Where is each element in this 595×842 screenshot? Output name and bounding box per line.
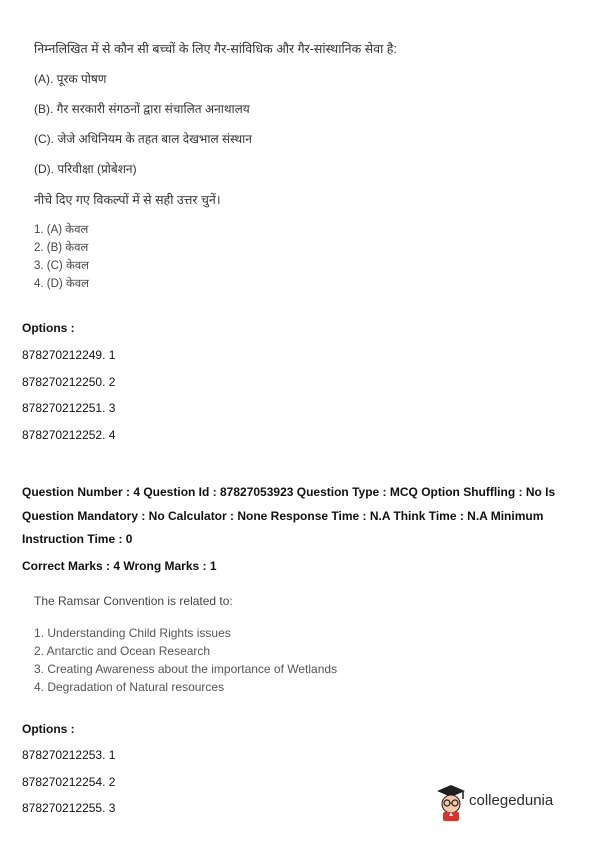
choice-item: 4. Degradation of Natural resources (34, 680, 225, 694)
question-3-choices (34, 221, 574, 293)
statement-a: (A). पूरक पोषण (34, 72, 107, 86)
option-id-line: 878270212253. 1 (22, 748, 116, 762)
question-4-marks: Correct Marks : 4 Wrong Marks : 1 (22, 559, 217, 573)
choice-item: 2. Antarctic and Ocean Research (34, 644, 211, 658)
question-3-block (34, 40, 574, 293)
question-4-choices (34, 624, 554, 696)
option-id-line: 878270212254. 2 (22, 775, 116, 789)
option-id-line: 878270212249. 1 (22, 348, 116, 362)
logo-text: collegedunia (469, 792, 554, 809)
option-id-line: 878270212255. 3 (22, 801, 116, 815)
statement-c: (C). जेजे अधिनियम के तहत बाल देखभाल संस्थान (34, 132, 252, 146)
collegedunia-logo (435, 782, 575, 822)
choice-item: 2. (B) केवल (34, 242, 89, 254)
choice-item: 1. Understanding Child Rights issues (34, 626, 231, 640)
question-3-instruction: नीचे दिए गए विकल्पों में से सही उत्तर चुनें। (34, 193, 221, 207)
options-heading-q4: Options : (22, 722, 75, 736)
choice-item: 1. (A) केवल (34, 224, 89, 236)
question-3-text: निम्नलिखित में से कौन सी बच्चों के लिए गैर-सांविधिक और गैर-सांस्थानिक सेवा है: (34, 42, 397, 56)
choice-item: 4. (D) केवल (34, 278, 89, 290)
statement-b: (B). गैर सरकारी संगठनों द्वारा संचालित अनाथालय (34, 102, 250, 116)
question-4-meta-line-2: Question Mandatory : No Calculator : None Response Time : N.A Think Time : N.A Minimum (22, 509, 544, 523)
question-4-meta-line-1: Question Number : 4 Question Id : 87827053923 Question Type : MCQ Option Shuffling : No Is (22, 485, 556, 499)
option-id-line: 878270212252. 4 (22, 428, 116, 442)
question-4-text: The Ramsar Convention is related to: (34, 594, 233, 608)
question-4-meta-line-3: Instruction Time : 0 (22, 532, 133, 546)
choice-item: 3. Creating Awareness about the importance of Wetlands (34, 662, 338, 676)
option-id-line: 878270212251. 3 (22, 401, 116, 415)
statement-d: (D). परिवीक्षा (प्रोबेशन) (34, 162, 137, 176)
choice-item: 3. (C) केवल (34, 260, 89, 272)
question-4-block (34, 592, 554, 696)
option-id-line: 878270212250. 2 (22, 375, 116, 389)
options-heading-q3: Options : (22, 321, 75, 335)
graduate-mascot-icon (435, 782, 467, 822)
